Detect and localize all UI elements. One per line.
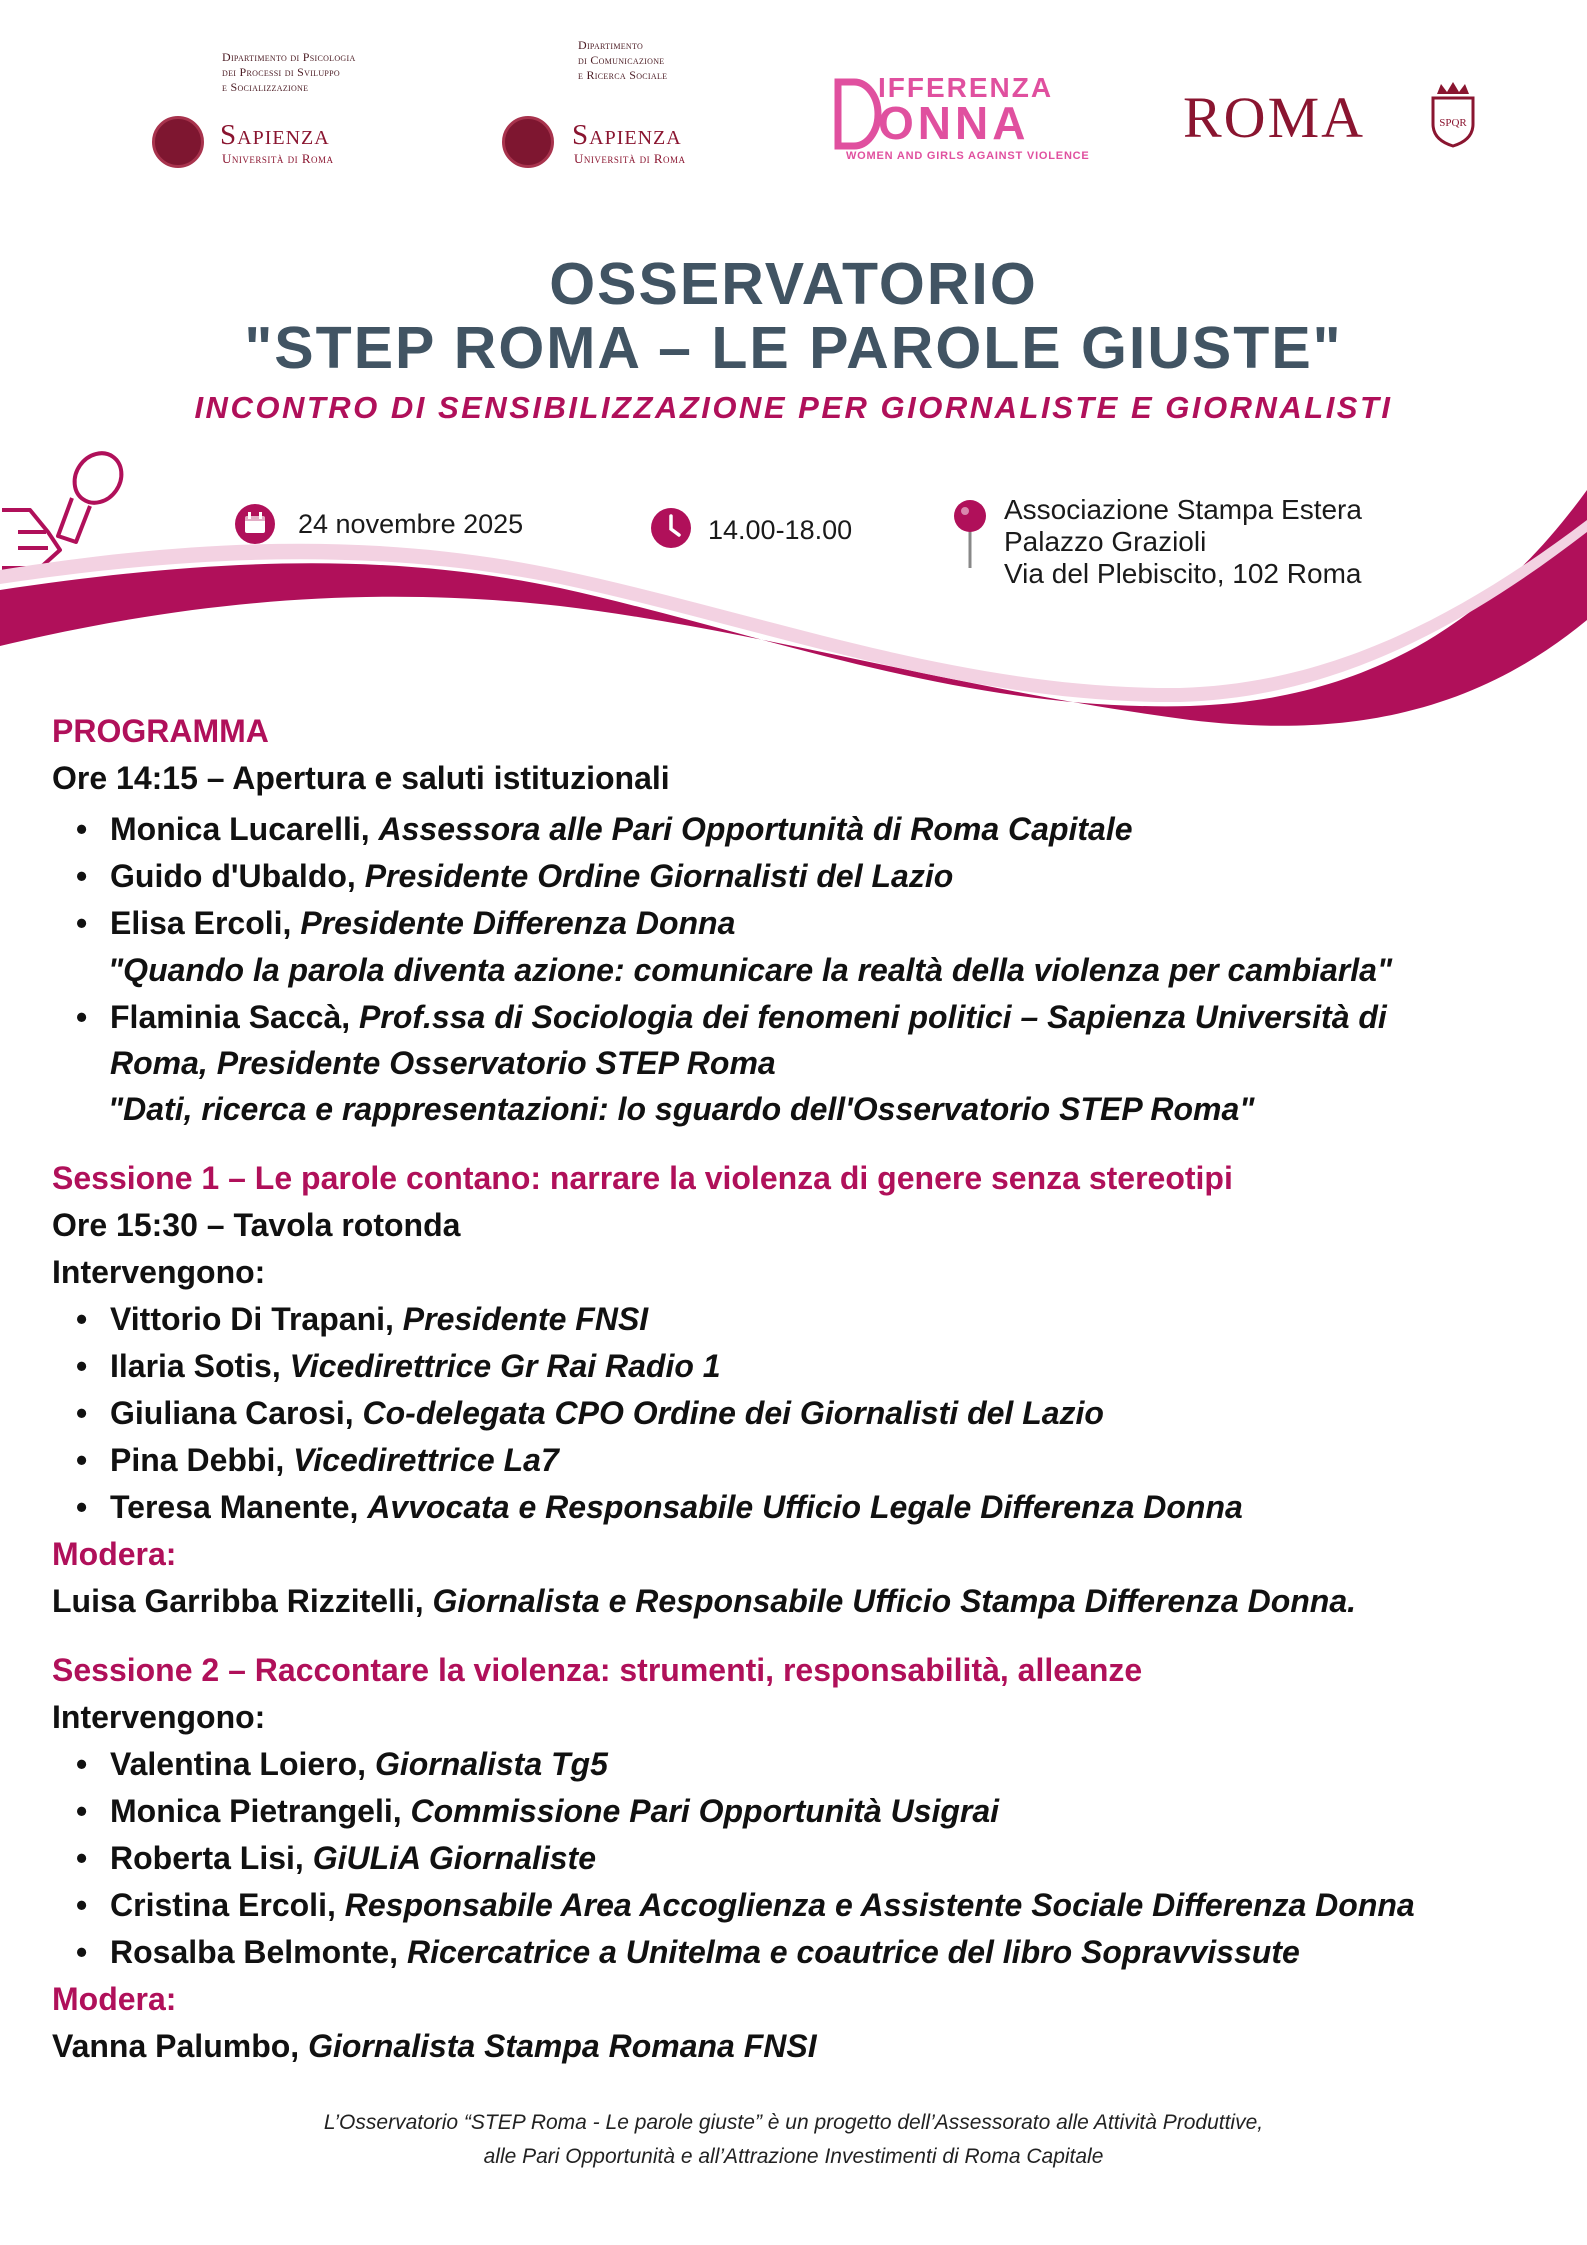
event-date: 24 novembre 2025 — [298, 509, 524, 539]
list-item: • Pina Debbi, Vicedirettrice La7 — [110, 1437, 1552, 1484]
opening-time-title: Ore 14:15 – Apertura e saluti istituzionali — [52, 760, 670, 796]
title-line-1: OSSERVATORIO — [549, 251, 1038, 317]
list-item: • Roberta Lisi, GiULiA Giornaliste — [110, 1835, 1552, 1882]
logo-sapienza-psicologia — [150, 50, 430, 180]
session1-time-title: Ore 15:30 – Tavola rotonda — [52, 1207, 461, 1243]
sapienza-subtitle: Università di Roma — [222, 151, 334, 166]
list-item: • Monica Pietrangeli, Commissione Pari Opportunità Usigrai — [110, 1788, 1552, 1835]
footer-line-1: L’Osservatorio “STEP Roma - Le parole giuste” è un progetto dell’Assessorato alle Attività Produttive, — [323, 2111, 1264, 2134]
dept-comunicazione-text: Dipartimento di Comunicazione e Ricerca Sociale — [578, 38, 668, 82]
session2-speakers — [52, 1741, 1552, 1976]
list-item: • Giuliana Carosi, Co-delegata CPO Ordine dei Giornalisti del Lazio — [110, 1390, 1552, 1437]
page-title — [0, 252, 1587, 380]
list-item: • Elisa Ercoli, Presidente Differenza Donna — [110, 900, 1552, 947]
session1-modera-label: Modera: — [52, 1536, 177, 1572]
list-item: • Rosalba Belmonte, Ricercatrice a Unitelma e coautrice del libro Sopravvissute — [110, 1929, 1552, 1976]
opening-quote-1: "Quando la parola diventa azione: comunicare la realtà della violenza per cambiarla" — [108, 952, 1393, 988]
dd-top-word: IFFERENZA — [878, 72, 1054, 103]
program — [52, 708, 1552, 2070]
sapienza-seal-icon — [152, 116, 204, 168]
session1-moderator: Luisa Garribba Rizzitelli, Giornalista e Responsabile Ufficio Stampa Differenza Donna. — [52, 1583, 1357, 1619]
event-time: 14.00-18.00 — [708, 515, 853, 545]
session2-intervengono: Intervengono: — [52, 1699, 266, 1735]
logo-differenza-donna — [834, 72, 1094, 167]
list-item: • Cristina Ercoli, Responsabile Area Accoglienza e Assistente Sociale Differenza Donna — [110, 1882, 1552, 1929]
sapienza-seal-icon — [502, 116, 554, 168]
footer-line-2: alle Pari Opportunità e all’Attrazione Investimenti di Roma Capitale — [483, 2145, 1104, 2168]
dd-tagline: WOMEN AND GIRLS AGAINST VIOLENCE — [846, 150, 1090, 162]
logo-roma — [1183, 80, 1483, 170]
session2-moderator: Vanna Palumbo, Giornalista Stampa Romana FNSI — [52, 2028, 817, 2064]
list-item: • Valentina Loiero, Giornalista Tg5 — [110, 1741, 1552, 1788]
dept-psicologia-text: Dipartimento di Psicologia dei Processi di Sviluppo e Socializzazione — [222, 50, 356, 94]
footer-note — [0, 2106, 1587, 2174]
list-item: • Guido d'Ubaldo, Presidente Ordine Giornalisti del Lazio — [110, 853, 1552, 900]
list-item: • Ilaria Sotis, Vicedirettrice Gr Rai Radio 1 — [110, 1343, 1552, 1390]
sapienza-subtitle: Università di Roma — [574, 151, 686, 166]
session1-speakers — [52, 1296, 1552, 1531]
session1-intervengono: Intervengono: — [52, 1254, 266, 1290]
dd-big-d-icon — [834, 78, 882, 150]
program-heading: PROGRAMMA — [52, 713, 269, 749]
sapienza-name: Sapienza — [572, 119, 682, 151]
session2-modera-label: Modera: — [52, 1981, 177, 2017]
session1-title: Sessione 1 – Le parole contano: narrare la violenza di genere senza stereotipi — [52, 1160, 1233, 1196]
logo-sapienza-comunicazione — [500, 38, 760, 178]
opening-speakers — [52, 806, 1552, 947]
roma-word: ROMA — [1183, 85, 1366, 150]
list-item: • Teresa Manente, Avvocata e Responsabile Ufficio Legale Differenza Donna — [110, 1484, 1552, 1531]
title-line-2: "STEP ROMA – LE PAROLE GIUSTE" — [244, 315, 1343, 381]
dd-bottom-word: ONNA — [878, 97, 1030, 149]
sapienza-name: Sapienza — [220, 119, 330, 151]
page-subtitle: INCONTRO DI SENSIBILIZZAZIONE PER GIORNALISTE E GIORNALISTI — [194, 390, 1393, 425]
list-item: • Flaminia Saccà, Prof.ssa di Sociologia dei fenomeni politici – Sapienza Università di Roma, Presidente Osservatorio STEP Roma — [110, 994, 1552, 1086]
session2-title: Sessione 2 – Raccontare la violenza: strumenti, responsabilità, alleanze — [52, 1652, 1143, 1688]
list-item: • Monica Lucarelli, Assessora alle Pari Opportunità di Roma Capitale — [110, 806, 1552, 853]
svg-text:SPQR: SPQR — [1439, 117, 1467, 129]
event-location: Associazione Stampa Estera Palazzo Grazioli Via del Plebiscito, 102 Roma — [1004, 494, 1362, 589]
roma-shield-icon — [1429, 80, 1477, 148]
opening-speakers-2 — [52, 994, 1552, 1086]
decorative-wave — [0, 420, 1587, 750]
list-item: • Vittorio Di Trapani, Presidente FNSI — [110, 1296, 1552, 1343]
opening-quote-2: "Dati, ricerca e rappresentazioni: lo sguardo dell'Osservatorio STEP Roma" — [108, 1091, 1255, 1127]
